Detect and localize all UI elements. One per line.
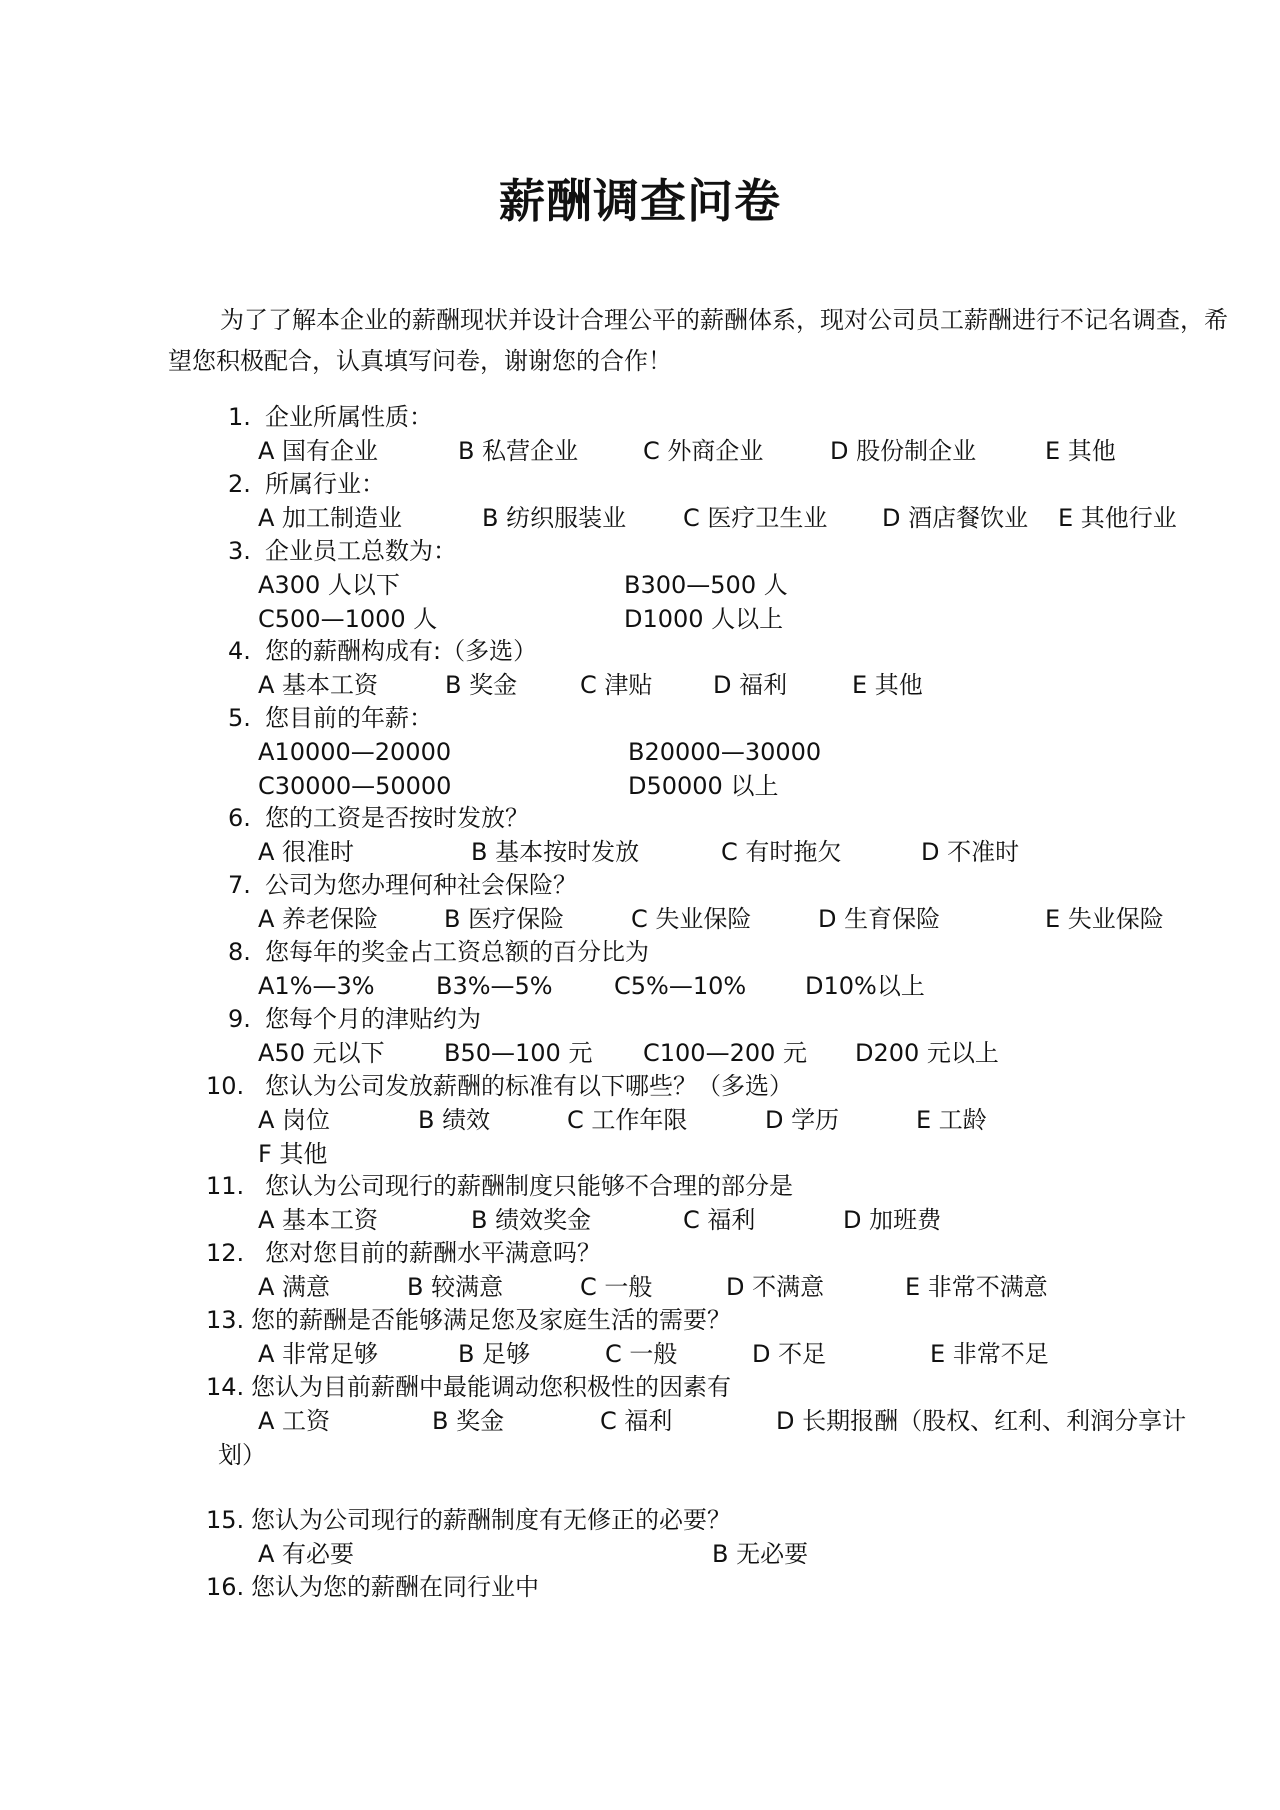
answer-option[interactable]: B 奖金 [445,671,518,699]
answer-option[interactable]: A 工资 [258,1407,331,1435]
answer-option[interactable]: A 很准时 [258,838,355,866]
answer-option[interactable]: B 无必要 [712,1540,809,1568]
question-number: 6. [228,804,251,832]
answer-option[interactable]: B 足够 [458,1340,531,1368]
question-text: 您认为目前薪酬中最能调动您积极性的因素有 [251,1373,731,1401]
answer-option[interactable]: A 有必要 [258,1540,355,1568]
answer-option[interactable]: D200 元以上 [855,1039,999,1067]
answer-option[interactable]: A 养老保险 [258,905,379,933]
answer-option[interactable]: A10000—20000 [258,738,452,766]
answer-option[interactable]: C 津贴 [580,671,653,699]
answer-option[interactable]: A 非常足够 [258,1340,379,1368]
answer-option[interactable]: D 福利 [713,671,788,699]
answer-option[interactable]: B50—100 元 [444,1039,593,1067]
question-text: 企业员工总数为： [265,537,457,565]
question-number: 1. [228,403,251,431]
question-number: 8. [228,938,251,966]
page-title: 薪酬调查问卷 [499,174,781,228]
question-number: 3. [228,537,251,565]
question-number: 2. [228,470,251,498]
answer-option[interactable]: E 非常不满意 [905,1273,1048,1301]
answer-option[interactable]: E 其他 [1045,437,1116,465]
question-number: 13. [206,1306,245,1334]
question-text: 所属行业： [265,470,385,498]
answer-option[interactable]: C 一般 [605,1340,678,1368]
answer-option[interactable]: A 加工制造业 [258,504,403,532]
question-text: 公司为您办理何种社会保险？ [265,871,577,899]
answer-option[interactable]: D 不满意 [726,1273,825,1301]
answer-option[interactable]: B3%—5% [436,972,553,1000]
question-number: 7. [228,871,251,899]
question-number: 10. [206,1072,245,1100]
answer-option[interactable]: 划） [218,1441,266,1469]
question-text: 您的工资是否按时发放？ [265,804,529,832]
question-number: 5. [228,704,251,732]
question-text: 您目前的年薪： [265,704,433,732]
answer-option[interactable]: C 有时拖欠 [721,838,842,866]
answer-option[interactable]: B 基本按时发放 [471,838,640,866]
answer-option[interactable]: C 医疗卫生业 [683,504,828,532]
question-text: 您认为公司现行的薪酬制度有无修正的必要？ [251,1506,731,1534]
question-number: 9. [228,1005,251,1033]
question-text: 您的薪酬构成有:（多选） [265,637,538,665]
answer-option[interactable]: D 股份制企业 [830,437,977,465]
answer-option[interactable]: D 长期报酬（股权、红利、利润分享计 [776,1407,1187,1435]
answer-option[interactable]: D10%以上 [805,972,925,1000]
answer-option[interactable]: A 基本工资 [258,1206,379,1234]
answer-option[interactable]: E 其他行业 [1058,504,1177,532]
answer-option[interactable]: C5%—10% [614,972,747,1000]
question-text: 您对您目前的薪酬水平满意吗？ [265,1239,601,1267]
answer-option[interactable]: D 学历 [765,1106,840,1134]
answer-option[interactable]: F 其他 [258,1140,328,1168]
answer-option[interactable]: B 奖金 [432,1407,505,1435]
answer-option[interactable]: A50 元以下 [258,1039,385,1067]
question-number: 4. [228,637,251,665]
question-number: 14. [206,1373,245,1401]
question-text: 您每年的奖金占工资总额的百分比为 [265,938,649,966]
answer-option[interactable]: D 加班费 [843,1206,942,1234]
answer-option[interactable]: B 绩效 [418,1106,491,1134]
answer-option[interactable]: C100—200 元 [643,1039,808,1067]
answer-option[interactable]: C 一般 [580,1273,653,1301]
answer-option[interactable]: B 纺织服装业 [482,504,627,532]
answer-option[interactable]: E 其他 [852,671,923,699]
answer-option[interactable]: A 岗位 [258,1106,331,1134]
question-number: 15. [206,1506,245,1534]
answer-option[interactable]: B 绩效奖金 [471,1206,592,1234]
answer-option[interactable]: C 工作年限 [567,1106,688,1134]
question-number: 16. [206,1573,245,1601]
answer-option[interactable]: B 医疗保险 [444,905,565,933]
answer-option[interactable]: A 基本工资 [258,671,379,699]
question-text: 您认为公司发放薪酬的标准有以下哪些？（多选） [265,1072,793,1100]
answer-option[interactable]: C 失业保险 [631,905,752,933]
answer-option[interactable]: C 外商企业 [643,437,764,465]
answer-option[interactable]: D 酒店餐饮业 [882,504,1029,532]
answer-option[interactable]: B300—500 人 [624,571,788,599]
question-number: 12. [206,1239,245,1267]
answer-option[interactable]: C30000—50000 [258,772,452,800]
answer-option[interactable]: B20000—30000 [628,738,822,766]
answer-option[interactable]: D 不足 [752,1340,827,1368]
question-number: 11. [206,1172,245,1200]
question-text: 您认为公司现行的薪酬制度只能够不合理的部分是 [265,1172,793,1200]
intro-paragraph: 为了了解本企业的薪酬现状并设计合理公平的薪酬体系，现对公司员工薪酬进行不记名调查，希望您积极配合，认真填写问卷，谢谢您的合作！ [168,306,1228,375]
answer-option[interactable]: D 不准时 [921,838,1020,866]
answer-option[interactable]: E 非常不足 [930,1340,1049,1368]
answer-option[interactable]: C 福利 [683,1206,756,1234]
answer-option[interactable]: C500—1000 人 [258,605,438,633]
question-text: 您认为您的薪酬在同行业中 [251,1573,539,1601]
answer-option[interactable]: B 私营企业 [458,437,579,465]
question-text: 您的薪酬是否能够满足您及家庭生活的需要？ [251,1306,731,1334]
answer-option[interactable]: A 满意 [258,1273,331,1301]
question-text: 您每个月的津贴约为 [265,1005,481,1033]
answer-option[interactable]: D 生育保险 [818,905,941,933]
question-text: 企业所属性质： [265,403,433,431]
answer-option[interactable]: E 失业保险 [1045,905,1164,933]
answer-option[interactable]: E 工龄 [916,1106,987,1134]
answer-option[interactable]: A 国有企业 [258,437,379,465]
answer-option[interactable]: A300 人以下 [258,571,400,599]
answer-option[interactable]: C 福利 [600,1407,673,1435]
answer-option[interactable]: D1000 人以上 [624,605,784,633]
answer-option[interactable]: A1%—3% [258,972,375,1000]
answer-option[interactable]: D50000 以上 [628,772,779,800]
answer-option[interactable]: B 较满意 [407,1273,504,1301]
